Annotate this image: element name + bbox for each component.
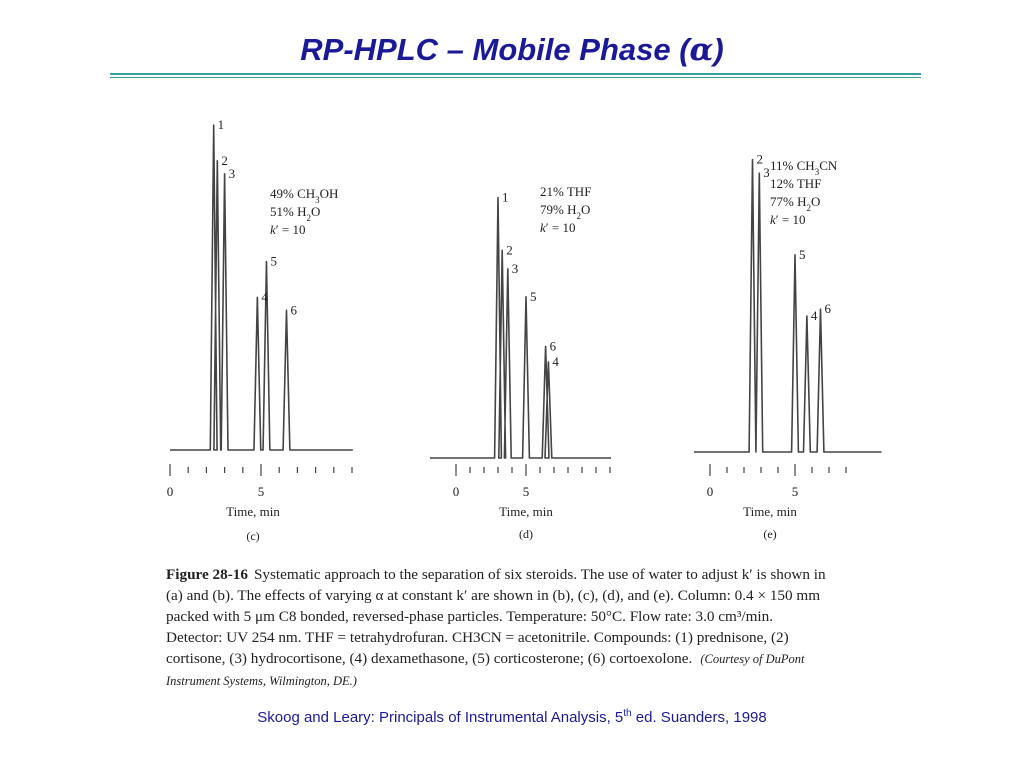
tick-label: 0	[706, 484, 714, 499]
peak-label: 6	[290, 302, 297, 318]
peak-label: 1	[217, 117, 225, 132]
chromatogram-panel-3	[694, 152, 882, 541]
x-axis-label: Time, min	[499, 504, 553, 519]
panel-label: (c)	[246, 529, 260, 543]
condition-label: k′ = 10	[270, 222, 306, 237]
trace-line	[430, 198, 611, 458]
condition-label: 79% $H_2O$	[540, 202, 591, 221]
panel-label: (e)	[763, 527, 777, 541]
tick-label: 0	[452, 484, 460, 499]
tick-label: 5	[257, 484, 265, 499]
figure-caption	[166, 564, 826, 692]
chromatogram-panel-1	[167, 117, 353, 543]
condition-label: 12% THF	[770, 176, 822, 191]
tick-label: 0	[166, 484, 174, 499]
peak-label: 4	[810, 308, 818, 323]
citation-text: Skoog and Leary: Principals of Instrumental Analysis, 5	[257, 709, 624, 726]
peak-label: 2	[756, 151, 763, 167]
peak-label: 3	[228, 165, 236, 181]
trace-line	[170, 125, 353, 450]
peak-label: 5	[530, 288, 537, 304]
peak-label: 3	[763, 165, 770, 181]
peak-label: 2	[506, 242, 513, 258]
x-axis-label: Time, min	[226, 504, 280, 519]
peak-label: 1	[502, 189, 509, 205]
title-suffix: )	[713, 32, 724, 67]
x-axis-label: Time, min	[743, 504, 797, 519]
peak-label: 3	[511, 260, 519, 276]
source-citation	[0, 708, 1024, 726]
peak-label: 4	[552, 353, 559, 369]
condition-label: k′ = 10	[770, 212, 806, 227]
peak-label: 4	[261, 289, 268, 305]
panel-label: (d)	[519, 527, 533, 541]
citation-superscript: th	[623, 708, 632, 719]
figure-label: Figure 28-16	[166, 566, 248, 583]
peak-label: 6	[549, 338, 557, 354]
peak-label: 6	[824, 301, 831, 317]
caption-credit: (Courtesy of DuPont Instrument Systems, Wilmington, DE.)	[166, 652, 805, 688]
tick-label: 5	[791, 484, 799, 499]
chromatogram-panel-2	[430, 184, 611, 541]
condition-label: 21% THF	[540, 184, 592, 199]
condition-label: 77% $H_2O$	[770, 194, 821, 213]
title-prefix: RP-HPLC – Mobile Phase (	[300, 32, 690, 67]
citation-text-after: ed. Suanders, 1998	[631, 709, 767, 726]
tick-label: 5	[522, 484, 530, 499]
condition-label: k′ = 10	[540, 220, 576, 235]
title-alpha-symbol: α	[689, 32, 714, 68]
condition-label: 11% $CH_3CN$	[770, 158, 838, 177]
condition-label: 49% $CH_3OH$	[270, 186, 339, 205]
caption-text: Systematic approach to the separation of six steroids. The use of water to adjust k′ is shown in (a) and (b). The effects of varying α at constant k′ are shown in (b), (c), (d), and (e). Column: 0.4 × 150 mm packed with 5 μm C8 bonded, reversed-phase particles. Temperature: 50°C. Flow rate: 3.0 cm³/min. Detector: UV 254 nm. THF = tetrahydrofuran. CH3CN = acetonitrile. Compounds: (1) prednisone, (2) cortisone, (3) hydrocortisone, (4) dexamethasone, (5) corticosterone; (6) cortoexolone.	[166, 566, 826, 667]
peak-label: 5	[799, 246, 806, 262]
peak-label: 5	[270, 253, 277, 269]
condition-label: 51% $H_2O$	[270, 204, 321, 223]
peak-label: 2	[221, 152, 228, 168]
